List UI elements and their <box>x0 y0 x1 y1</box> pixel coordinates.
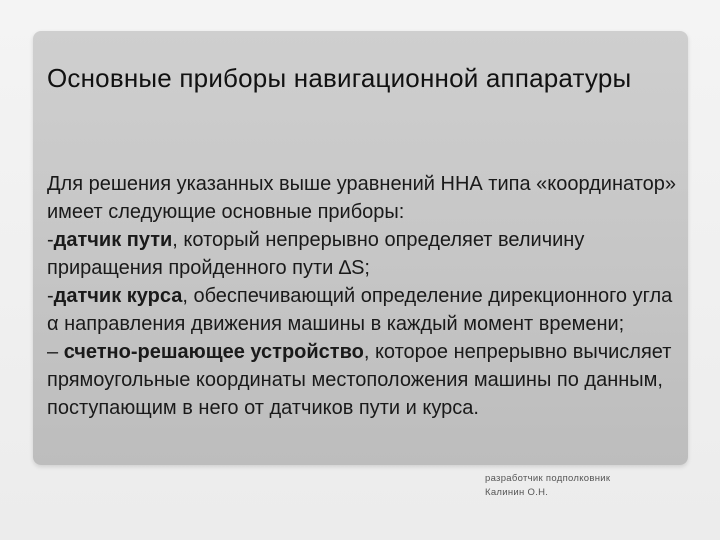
author-name: Калинин О.Н. <box>485 487 549 498</box>
item-text-heading-sensor: , обеспечивающий определение дирекционного угла α направления движения машины в каждый момент времени; <box>47 285 673 335</box>
intro-text: Для решения указанных выше уравнений ННА типа «координатор» имеет следующие основные приборы: <box>47 173 677 223</box>
bullet-prefix: - <box>47 285 54 307</box>
author-role: разработчик подполковник <box>485 473 611 484</box>
bullet-prefix: - <box>47 229 54 251</box>
author-credit <box>485 472 665 500</box>
term-distance-sensor: датчик пути <box>53 229 173 251</box>
item-text-computing-device: , которое непрерывно вычисляет прямоугольные координаты местоположения машины по данным, поступающим в него от датчиков пути и курса. <box>47 341 672 419</box>
term-computing-device: счетно-решающее устройство <box>63 341 364 363</box>
slide-title: Основные приборы навигационной аппаратуры <box>47 63 632 93</box>
bullet-prefix: – <box>47 341 64 363</box>
term-heading-sensor: датчик курса <box>53 285 183 307</box>
item-text-distance-sensor: , который непрерывно определяет величину приращения пройденного пути ∆S; <box>47 229 585 279</box>
slide-body <box>47 170 687 422</box>
